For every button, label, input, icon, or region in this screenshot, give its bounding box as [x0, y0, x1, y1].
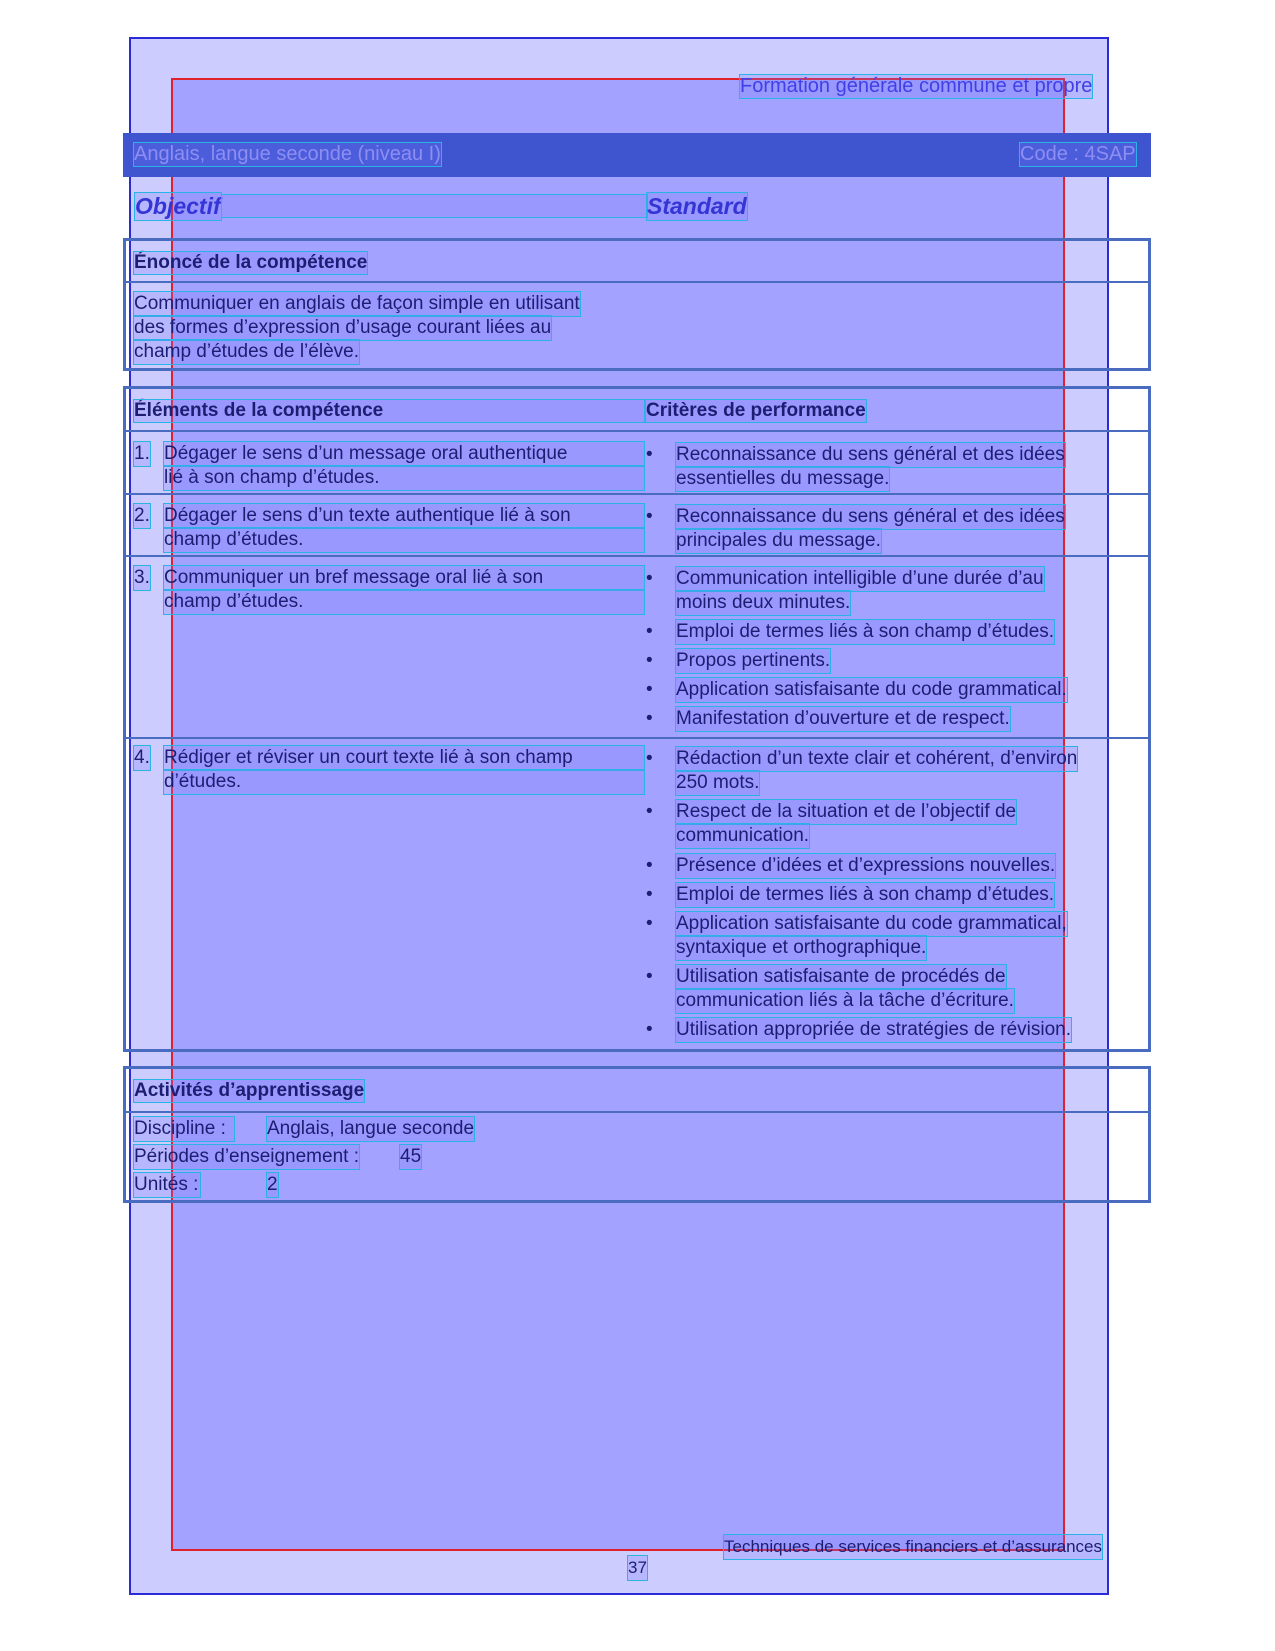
periods-value: 45: [400, 1146, 422, 1167]
activities-heading: Activités d’apprentissage: [134, 1080, 365, 1101]
criterion-line: Application satisfaisante du code grammatical,: [676, 913, 1067, 934]
bullet-icon: •: [646, 506, 653, 527]
course-title: Anglais, langue seconde (niveau I): [134, 143, 441, 165]
bullet-icon: •: [646, 913, 653, 934]
standard-heading: Standard: [647, 193, 747, 219]
criterion-line: Présence d’idées et d’expressions nouvelles.: [676, 855, 1056, 876]
bullet-icon: •: [646, 1019, 653, 1040]
criterion-line: Propos pertinents.: [676, 650, 831, 671]
elements-heading: Éléments de la compétence: [134, 400, 644, 422]
element-text-line: lié à son champ d’études.: [164, 466, 644, 490]
bullet-icon: •: [646, 884, 653, 905]
element-text-line: d’études.: [164, 770, 644, 794]
element-text-line: champ d’études.: [164, 528, 644, 552]
criterion-line: Emploi de termes liés à son champ d’études.: [676, 621, 1055, 642]
competency-heading: Énoncé de la compétence: [134, 252, 368, 273]
bullet-icon: •: [646, 801, 653, 822]
competency-line-3: champ d’études de l’élève.: [134, 341, 359, 362]
criterion-line: principales du message.: [676, 530, 881, 551]
criterion-line: 250 mots.: [676, 772, 760, 793]
criterion-line: Emploi de termes liés à son champ d’études.: [676, 884, 1055, 905]
element-text-line: Dégager le sens d’un texte authentique lié à son: [164, 504, 644, 528]
element-text-line: Rédiger et réviser un court texte lié à son champ: [164, 746, 644, 770]
criterion-line: Utilisation appropriée de stratégies de révision.: [676, 1019, 1071, 1040]
criterion-line: Reconnaissance du sens général et des idées: [676, 444, 1065, 465]
criterion-line: Communication intelligible d’une durée d’au: [676, 568, 1044, 589]
element-number: 2.: [134, 505, 150, 526]
units-label: Unités :: [134, 1174, 199, 1195]
criterion-line: Rédaction d’un texte clair et cohérent, d’environ: [676, 748, 1078, 769]
bullet-icon: •: [646, 650, 653, 671]
elements-divider-3: [123, 737, 1151, 739]
bullet-icon: •: [646, 748, 653, 769]
criterion-line: Application satisfaisante du code grammatical.: [676, 679, 1067, 700]
elements-divider-header: [123, 430, 1151, 432]
competency-divider: [123, 281, 1151, 283]
element-number: 1.: [134, 443, 150, 464]
units-value: 2: [267, 1174, 278, 1195]
page-number: 37: [628, 1556, 647, 1580]
criterion-line: essentielles du message.: [676, 468, 890, 489]
bullet-icon: •: [646, 621, 653, 642]
criterion-line: communication.: [676, 825, 810, 846]
criterion-line: communication liés à la tâche d’écriture.: [676, 990, 1014, 1011]
competency-line-1: Communiquer en anglais de façon simple en utilisant: [134, 293, 580, 314]
bullet-icon: •: [646, 679, 653, 700]
elements-divider-2: [123, 555, 1151, 557]
criterion-line: Respect de la situation et de l’objectif de: [676, 801, 1017, 822]
element-number: 3.: [134, 567, 150, 588]
competency-line-2: des formes d’expression d’usage courant liées au: [134, 317, 552, 338]
criterion-line: Manifestation d’ouverture et de respect.: [676, 708, 1010, 729]
periods-label: Périodes d’enseignement :: [134, 1146, 359, 1167]
bullet-icon: •: [646, 708, 653, 729]
course-code: Code : 4SAP: [1020, 143, 1136, 165]
bullet-icon: •: [646, 568, 653, 589]
element-text-line: champ d’études.: [164, 590, 644, 614]
bullet-icon: •: [646, 966, 653, 987]
footer-program: Techniques de services financiers et d’assurances: [724, 1535, 1102, 1559]
objective-heading-rule: [222, 195, 647, 217]
objective-heading: Objectif: [135, 193, 221, 219]
criterion-line: moins deux minutes.: [676, 592, 851, 613]
criterion-line: Reconnaissance du sens général et des idées: [676, 506, 1065, 527]
discipline-label: Discipline :: [134, 1117, 234, 1141]
element-text-line: Communiquer un bref message oral lié à son: [164, 566, 644, 590]
element-number: 4.: [134, 747, 150, 768]
elements-divider-1: [123, 493, 1151, 495]
activities-divider: [123, 1111, 1151, 1113]
bullet-icon: •: [646, 855, 653, 876]
element-text-line: Dégager le sens d’un message oral authentique: [164, 442, 644, 466]
program-header: Formation générale commune et propre: [740, 75, 1093, 97]
criteria-heading: Critères de performance: [646, 400, 866, 421]
bullet-icon: •: [646, 444, 653, 465]
discipline-value: Anglais, langue seconde: [267, 1118, 475, 1139]
criterion-line: Utilisation satisfaisante de procédés de: [676, 966, 1006, 987]
criterion-line: syntaxique et orthographique.: [676, 937, 927, 958]
